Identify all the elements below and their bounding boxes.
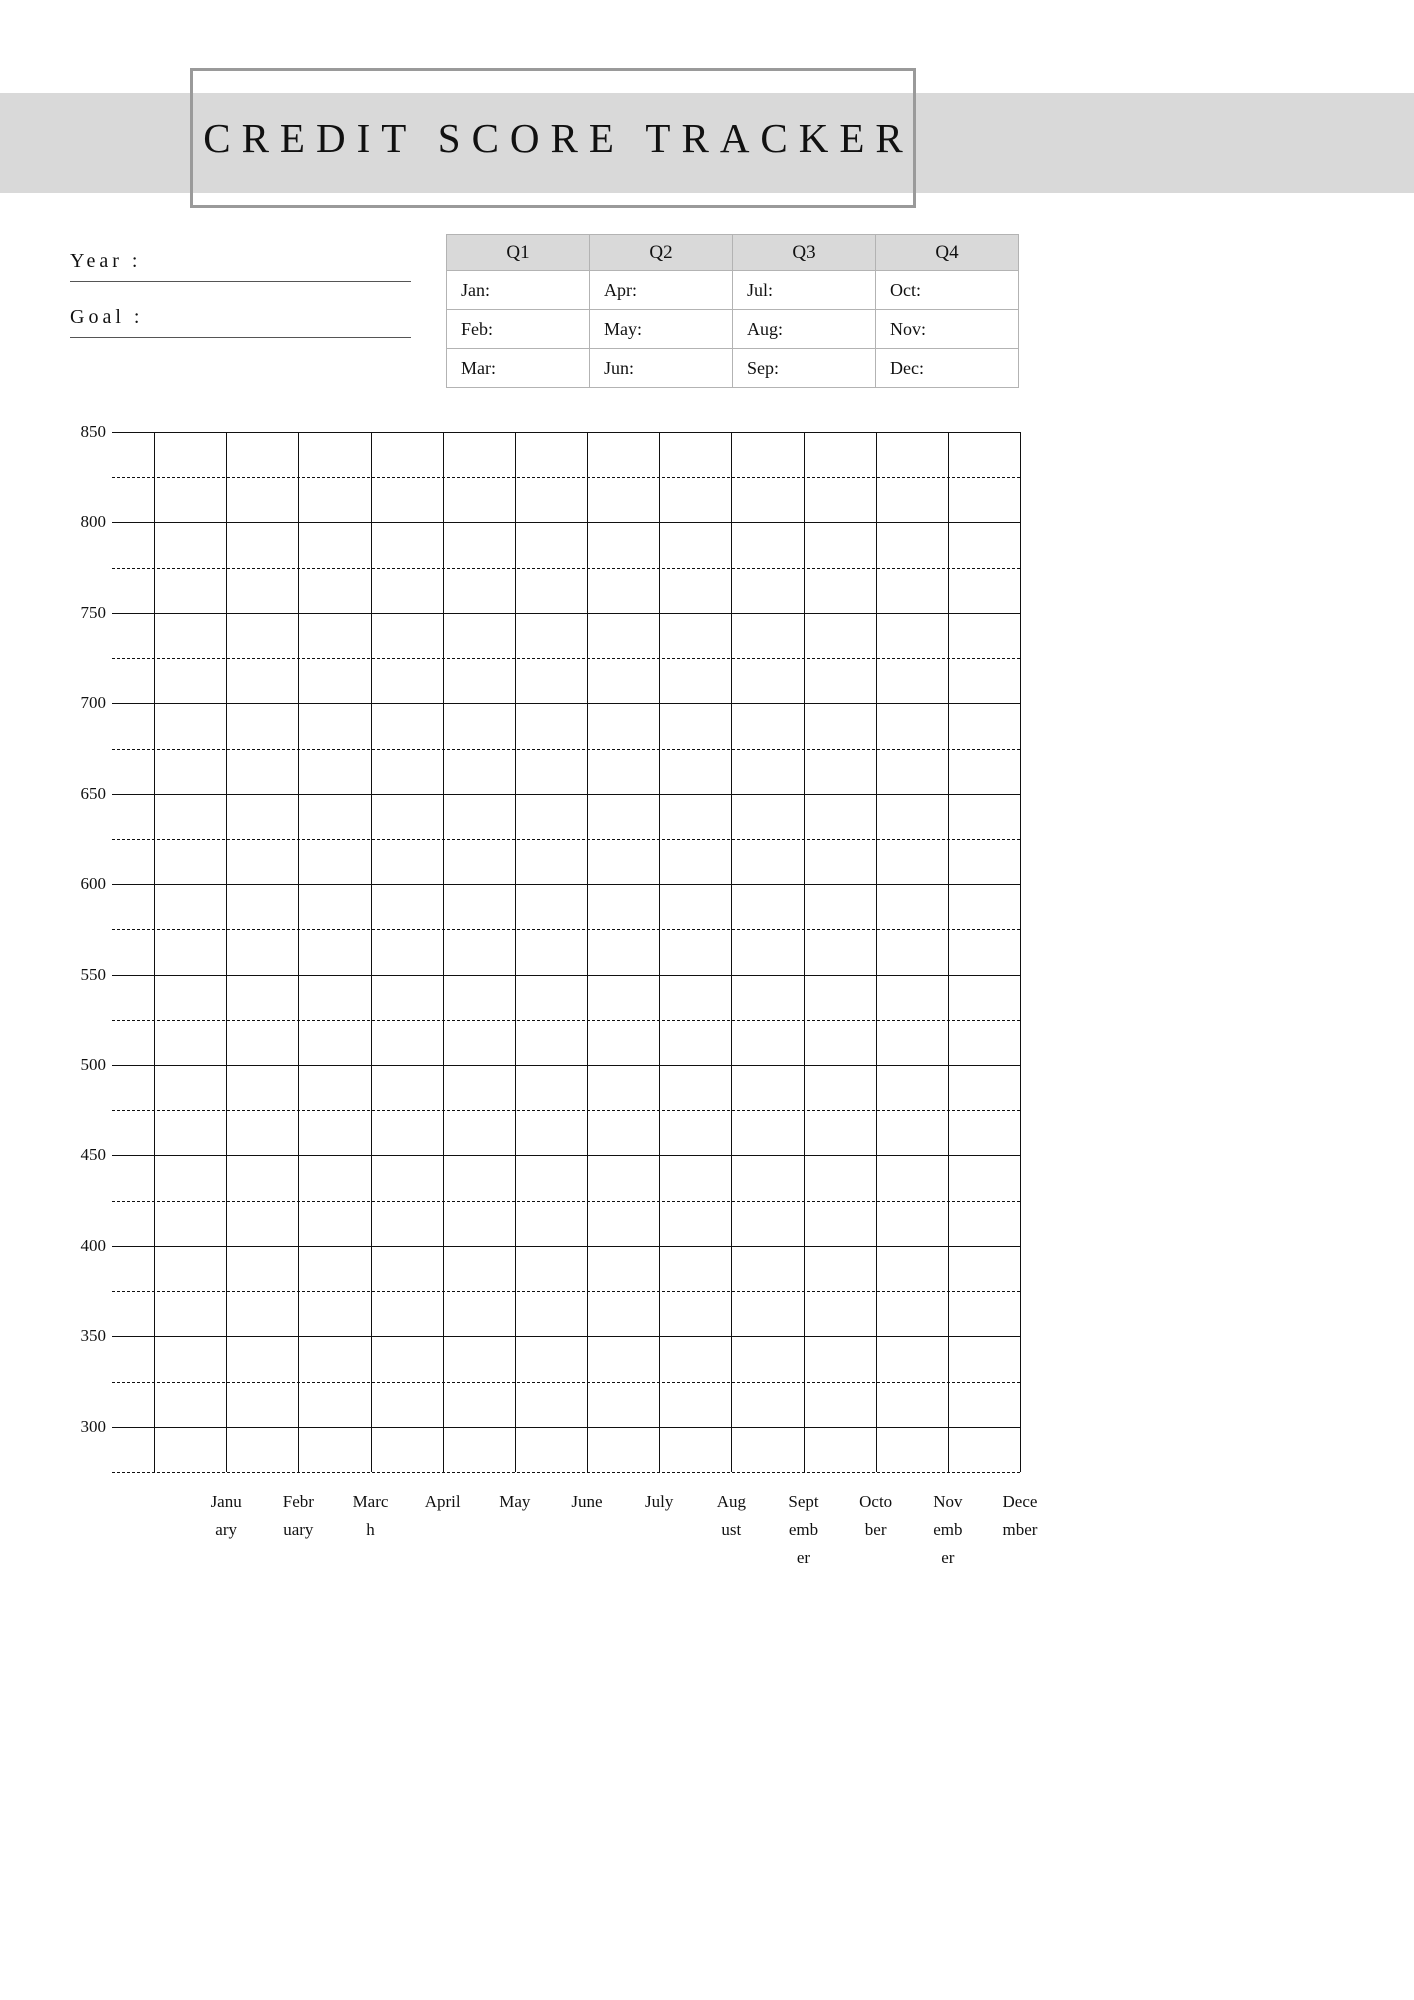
chart-gridline-major: [112, 522, 1020, 523]
chart-x-tick-label: April: [424, 1492, 461, 1511]
table-row: [447, 349, 1019, 388]
month-cell-jul[interactable]: Jul:: [733, 271, 876, 310]
month-cell-may[interactable]: May:: [590, 310, 733, 349]
column-header-q2: Q2: [590, 235, 733, 271]
goal-input-line[interactable]: [70, 337, 411, 338]
chart-gridline-minor: [112, 929, 1020, 930]
chart-y-tick-label: 400: [80, 1235, 106, 1255]
chart-gridline-major: [112, 884, 1020, 885]
column-header-q4: Q4: [876, 235, 1019, 271]
chart-gridline-vertical: [443, 432, 444, 1472]
chart-gridline-major: [112, 1246, 1020, 1247]
chart-gridline-major: [112, 703, 1020, 704]
month-cell-nov[interactable]: Nov:: [876, 310, 1019, 349]
chart-gridline-minor: [112, 839, 1020, 840]
chart-gridline-minor: [112, 477, 1020, 478]
chart-y-tick-label: 800: [80, 512, 106, 532]
chart-x-tick-label: December: [1002, 1492, 1038, 1539]
month-cell-mar[interactable]: Mar:: [447, 349, 590, 388]
page-title: CREDIT SCORE TRACKER: [203, 115, 914, 161]
chart-y-tick-label: 650: [80, 783, 106, 803]
month-cell-jan[interactable]: Jan:: [447, 271, 590, 310]
table-header-row: [447, 235, 1019, 271]
chart-gridline-major: [112, 1427, 1020, 1428]
chart-x-tick-label: May: [499, 1492, 531, 1511]
chart-gridline-vertical: [876, 432, 877, 1472]
chart-gridline-vertical: [948, 432, 949, 1472]
table-row: [447, 310, 1019, 349]
chart-y-tick-label: 300: [80, 1416, 106, 1436]
chart-gridline-vertical: [731, 432, 732, 1472]
chart-gridline-major: [112, 1065, 1020, 1066]
chart-gridline-vertical: [587, 432, 588, 1472]
chart-x-tick-label: August: [716, 1492, 746, 1539]
chart-gridline-major: [112, 1336, 1020, 1337]
chart-gridline-vertical: [371, 432, 372, 1472]
chart-gridline-vertical: [659, 432, 660, 1472]
chart-plot-area[interactable]: [118, 432, 1020, 1472]
chart-y-tick-label: 450: [80, 1145, 106, 1165]
chart-x-tick-label: October: [859, 1492, 893, 1539]
chart-gridline-vertical: [515, 432, 516, 1472]
chart-y-tick-label: 350: [80, 1326, 106, 1346]
table-row: [447, 271, 1019, 310]
chart-x-tick-label: March: [352, 1492, 389, 1539]
year-label: Year :: [70, 250, 142, 272]
chart-gridline-vertical: [154, 432, 155, 1472]
chart-gridline-minor: [112, 1020, 1020, 1021]
chart-y-tick-label: 700: [80, 693, 106, 713]
column-header-q1: Q1: [447, 235, 590, 271]
chart-y-tick-label: 750: [80, 602, 106, 622]
chart-canvas: [0, 410, 1414, 1940]
title-frame: [190, 68, 916, 208]
chart-gridline-vertical: [226, 432, 227, 1472]
chart-gridline-minor: [112, 1201, 1020, 1202]
chart-gridline-minor: [112, 658, 1020, 659]
chart-gridline-minor: [112, 1472, 1020, 1473]
chart-gridline-minor: [112, 1382, 1020, 1383]
chart-gridline-minor: [112, 1291, 1020, 1292]
chart-x-tick-label: January: [210, 1492, 242, 1539]
chart-gridline-minor: [112, 1110, 1020, 1111]
chart-x-tick-label: July: [644, 1492, 674, 1511]
year-field-row: [70, 250, 415, 282]
goal-field-row: [70, 306, 415, 338]
chart-gridline-major: [112, 1155, 1020, 1156]
chart-x-tick-label: June: [571, 1492, 603, 1511]
chart-gridline-vertical: [1020, 432, 1021, 1472]
chart-gridline-vertical: [804, 432, 805, 1472]
chart-x-tick-label: September: [788, 1492, 819, 1567]
chart-x-tick-label: February: [282, 1492, 314, 1539]
chart-x-axis-labels: [118, 1488, 1038, 1578]
chart-y-tick-label: 500: [80, 1055, 106, 1075]
chart-y-tick-label: 550: [80, 964, 106, 984]
chart-gridline-major: [112, 432, 1020, 433]
chart-gridline-major: [112, 975, 1020, 976]
month-cell-jun[interactable]: Jun:: [590, 349, 733, 388]
quarter-summary-table: [446, 234, 1019, 388]
month-cell-apr[interactable]: Apr:: [590, 271, 733, 310]
month-cell-sep[interactable]: Sep:: [733, 349, 876, 388]
chart-gridline-minor: [112, 568, 1020, 569]
goal-label: Goal :: [70, 306, 144, 328]
year-input-line[interactable]: [70, 281, 411, 282]
chart-y-tick-label: 600: [80, 874, 106, 894]
credit-score-chart: [0, 410, 1414, 1940]
meta-fields: [70, 250, 415, 362]
chart-gridline-major: [112, 613, 1020, 614]
page-header: [0, 0, 1414, 215]
column-header-q3: Q3: [733, 235, 876, 271]
chart-gridline-vertical: [298, 432, 299, 1472]
month-cell-oct[interactable]: Oct:: [876, 271, 1019, 310]
chart-gridline-minor: [112, 749, 1020, 750]
month-cell-aug[interactable]: Aug:: [733, 310, 876, 349]
chart-x-tick-label: November: [933, 1492, 963, 1567]
chart-y-tick-label: 850: [80, 422, 106, 441]
chart-gridline-major: [112, 794, 1020, 795]
month-cell-feb[interactable]: Feb:: [447, 310, 590, 349]
month-cell-dec[interactable]: Dec:: [876, 349, 1019, 388]
